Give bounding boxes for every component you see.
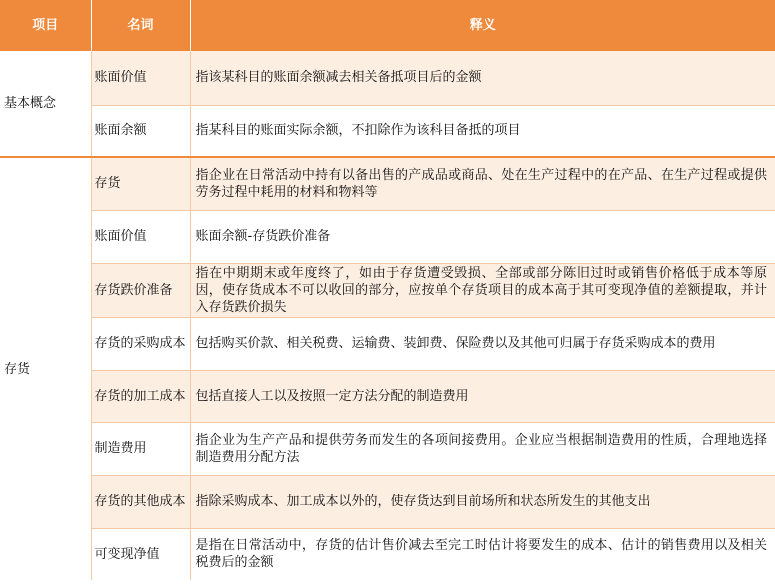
- definition-cell: 包括购买价款、相关税费、运输费、装卸费、保险费以及其他可归属于存货采购成本的费用: [190, 317, 775, 370]
- table-row: [0, 105, 775, 157]
- table-header-row: [0, 0, 775, 51]
- term-cell: 存货的其他成本: [91, 475, 190, 528]
- category-cell-inventory: 存货: [0, 157, 91, 580]
- definition-cell: 指某科目的账面实际余额，不扣除作为该科目备抵的项目: [190, 105, 775, 157]
- term-cell: 可变现净值: [91, 528, 190, 580]
- term-cell: 制造费用: [91, 422, 190, 475]
- definition-cell: 包括直接人工以及按照一定方法分配的制造费用: [190, 370, 775, 422]
- table-row: [0, 157, 775, 210]
- category-cell-basic-concepts: 基本概念: [0, 51, 91, 157]
- table-row: [0, 422, 775, 475]
- term-cell: 账面价值: [91, 51, 190, 105]
- term-cell: 存货的采购成本: [91, 317, 190, 370]
- definition-cell: 指企业为生产产品和提供劳务而发生的各项间接费用。企业应当根据制造费用的性质，合理地选择制造费用分配方法: [190, 422, 775, 475]
- definition-cell: 指在中期期末或年度终了，如由于存货遭受毁损、全部或部分陈旧过时或销售价格低于成本等原因，使存货成本不可以收回的部分，应按单个存货项目的成本高于其可变现净值的差额提取，并计入存货跌价损失: [190, 263, 775, 317]
- table-row: [0, 51, 775, 105]
- term-cell: 存货的加工成本: [91, 370, 190, 422]
- definition-cell: 是指在日常活动中，存货的估计售价减去至完工时估计将要发生的成本、估计的销售费用以及相关税费后的金额: [195, 538, 767, 571]
- term-cell: 存货: [91, 157, 190, 210]
- table-row: [0, 210, 775, 263]
- table-row: [0, 528, 775, 580]
- header-category: 项目: [0, 0, 91, 51]
- definition-cell: 指该某科目的账面余额减去相关备抵项目后的金额: [190, 51, 775, 105]
- term-cell: 账面余额: [91, 105, 190, 157]
- table-row: [0, 317, 775, 370]
- header-term: 名词: [91, 0, 190, 51]
- table-row: [0, 370, 775, 422]
- definition-cell: 指企业在日常活动中持有以备出售的产成品或商品、处在生产过程中的在产品、在生产过程或提供劳务过程中耗用的材料和物料等: [190, 157, 775, 210]
- definition-cell: 指除采购成本、加工成本以外的，使存货达到目前场所和状态所发生的其他支出: [190, 475, 775, 528]
- term-cell: 存货跌价准备: [91, 263, 190, 317]
- table-row: [0, 263, 775, 317]
- table-row: [0, 475, 775, 528]
- definition-cell: 账面余额-存货跌价准备: [190, 210, 775, 263]
- term-cell: 账面价值: [91, 210, 190, 263]
- header-definition: 释义: [190, 0, 775, 51]
